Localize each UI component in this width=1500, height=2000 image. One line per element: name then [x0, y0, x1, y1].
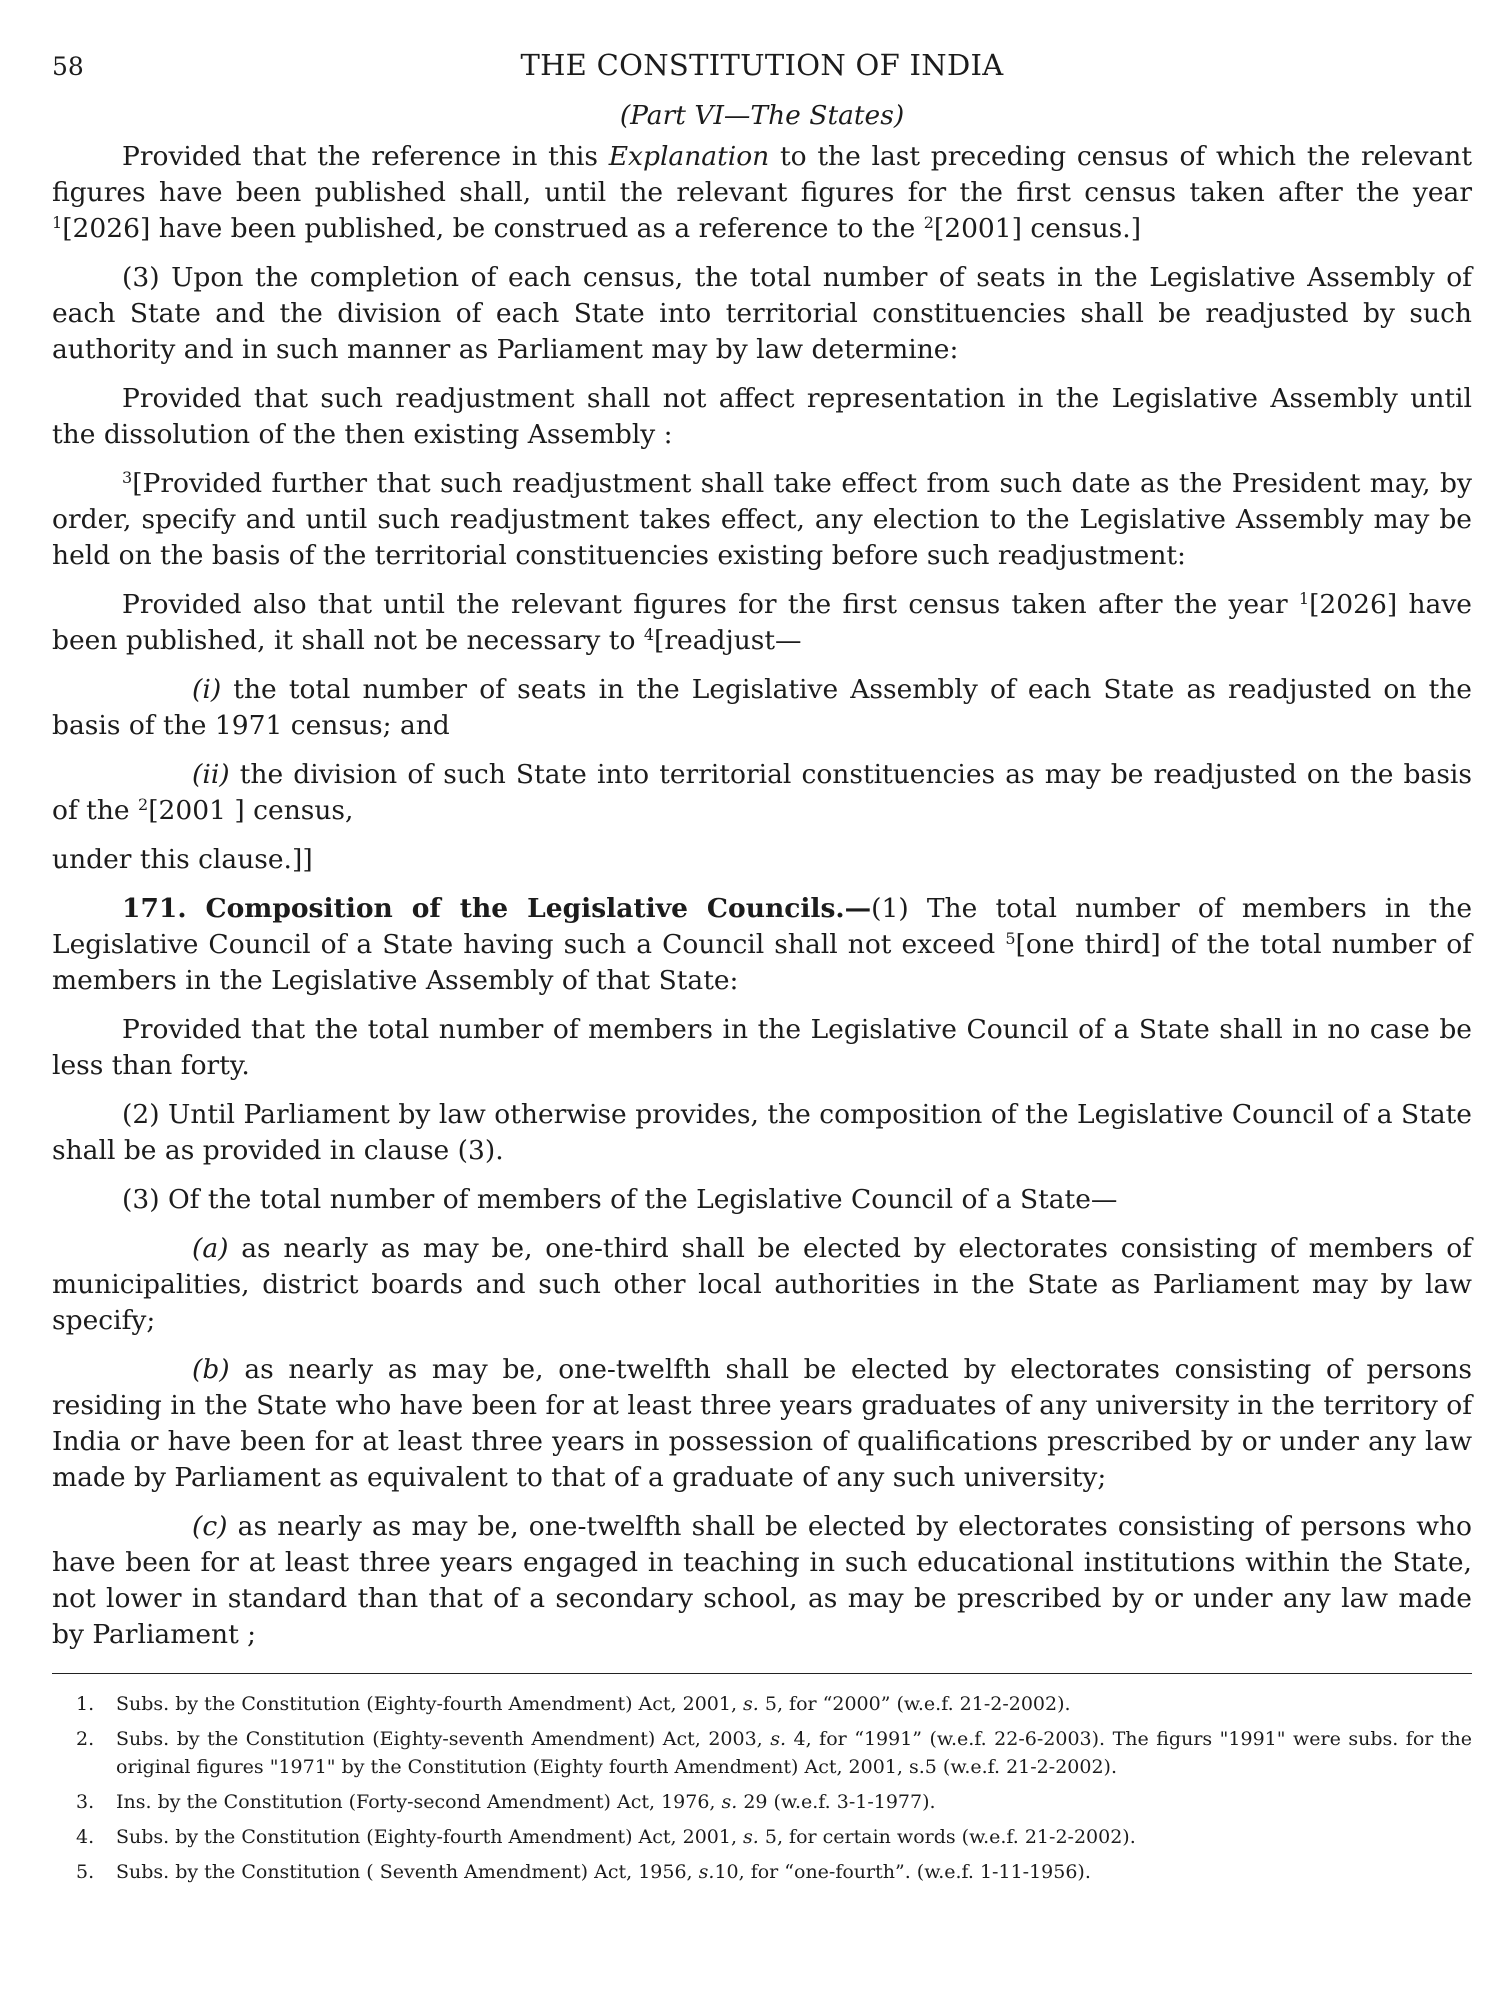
footnote-ref: 4: [643, 625, 655, 644]
part-subtitle: (Part VI—The States): [619, 100, 905, 131]
page-number: 58: [52, 52, 84, 81]
clause-closing: under this clause.]]: [52, 844, 313, 875]
footnote: 3. Ins. by the Constitution (Forty-second Amendment) Act, 1976, s. 29 (w.e.f. 3-1-1977).: [76, 1791, 936, 1813]
proviso-forty: Provided that the total number of members in the Legislative Council of a State shall in no case be less than forty.: [52, 1014, 1472, 1081]
sub-clause-b: (b) as nearly as may be, one-twelfth shall be elected by electorates consisting of persons residing in the State who have been for at least three years graduates of any university in the territory of India or have been for at least three years in possession of qualifications prescribed by or under any law made by Parliament as equivalent to that of a graduate of any such university;: [52, 1354, 1472, 1493]
footnote-ref: 1: [52, 213, 63, 232]
footnote: 2. Subs. by the Constitution (Eighty-seventh Amendment) Act, 2003, s. 4, for “1991” (w.e.f. 22-6-2003). The figurs "1991" were subs. for the original figures "1971" by the Constitution (Eighty fourth Amendment) Act, 2001, s.5 (w.e.f. 21-2-2002).: [76, 1728, 1472, 1778]
footnotes: [52, 1690, 1472, 1886]
footnote-ref: 2: [138, 795, 149, 814]
footnote-ref: 3: [122, 468, 133, 487]
proviso-readjustment: Provided that such readjustment shall not affect representation in the Legislative Assembly until the dissolution of the then existing Assembly :: [52, 383, 1472, 450]
document-page: [52, 38, 1472, 1988]
sub-clause-c: (c) as nearly as may be, one-twelfth shall be elected by electorates consisting of persons who have been for at least three years engaged in teaching in such educational institutions within the State, not lower in standard than that of a secondary school, as may be prescribed by or under any law made by Parliament ;: [52, 1511, 1472, 1650]
page-title: THE CONSTITUTION OF INDIA: [520, 48, 1004, 82]
footnote: 4. Subs. by the Constitution (Eighty-fourth Amendment) Act, 2001, s. 5, for certain words (w.e.f. 21-2-2002).: [76, 1826, 1136, 1848]
footnote-ref: 5: [1005, 929, 1016, 948]
proviso-further: $^3$[Provided further that such readjustment shall take effect from such date as the President may, by order, specify and until such readjustment takes effect, any election to the Legislative Assembly may be held on the basis of the territorial constituencies existing before such readjustment:: [52, 468, 1472, 571]
sub-clause-i: (i) the total number of seats in the Legislative Assembly of each State as readjusted on the basis of the 1971 census; and: [52, 674, 1472, 741]
sub-clause-ii: (ii) the division of such State into territorial constituencies as may be readjusted on the basis of the $^2$[2001 ] census,: [52, 759, 1472, 826]
footnote-ref: 1: [1298, 589, 1310, 608]
clause-3: (3) Upon the completion of each census, the total number of seats in the Legislative Assembly of each State and the division of each State into territorial constituencies shall be readjusted by such authority and in such manner as Parliament may by law determine:: [52, 262, 1472, 365]
footnote-divider: [52, 1673, 1472, 1674]
clause-3-intro: (3) Of the total number of members of the Legislative Council of a State—: [122, 1184, 1118, 1215]
article-171: 171. Composition of the Legislative Councils.—(1) The total number of members in the Legislative Council of a State having such a Council shall not exceed $^5$[one third] of the total number of members in the Legislative Assembly of that State:: [52, 893, 1473, 996]
proviso-explanation: Provided that the reference in this Explanation to the last preceding census of which the relevant figures have been published shall, until the relevant figures for the first census taken after the year $^1$[2026] have been published, be construed as a reference to the $^2$[2001] census.]: [52, 141, 1472, 244]
sub-clause-a: (a) as nearly as may be, one-third shall be elected by electorates consisting of members of municipalities, district boards and such other local authorities in the State as Parliament may by law specify;: [52, 1233, 1472, 1336]
footnote: 1. Subs. by the Constitution (Eighty-fourth Amendment) Act, 2001, s. 5, for “2000” (w.e.f. 21-2-2002).: [76, 1693, 1071, 1715]
footnote-ref: 2: [923, 213, 934, 232]
article-heading: 171. Composition of the Legislative Councils.—: [122, 893, 872, 924]
clause-2: (2) Until Parliament by law otherwise provides, the composition of the Legislative Council of a State shall be as provided in clause (3).: [52, 1099, 1472, 1166]
footnote: 5. Subs. by the Constitution ( Seventh Amendment) Act, 1956, s.10, for “one-fourth”. (w.e.f. 1-11-1956).: [76, 1861, 1091, 1883]
page-header: [52, 38, 1472, 96]
proviso-also: Provided also that until the relevant figures for the first census taken after the year $^1$[2026] have been published, it shall not be necessary to $^4$[readjust—: [52, 589, 1472, 656]
